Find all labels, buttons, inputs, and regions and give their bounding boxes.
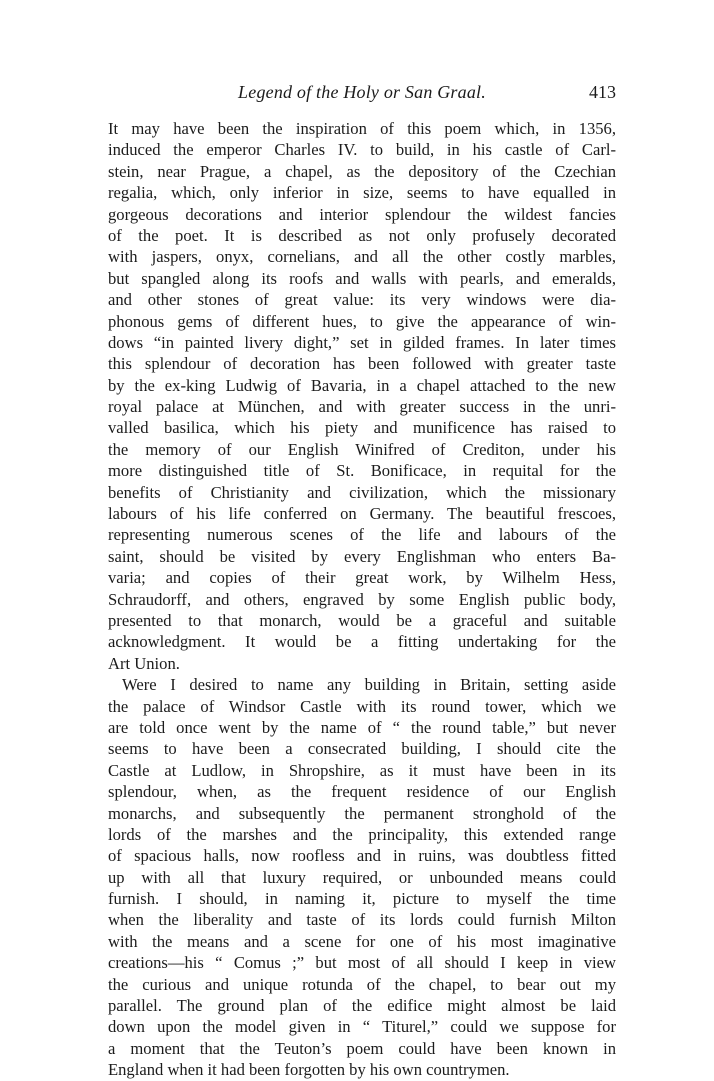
- text-line: phonous gems of different hues, to give the appearance of win-: [108, 311, 616, 331]
- text-line: regalia, which, only inferior in size, seems to have equalled in: [108, 183, 616, 203]
- text-line: more distinguished title of St. Bonificace, in requital for the: [108, 461, 616, 481]
- text-line: by the ex-king Ludwig of Bavaria, in a chapel attached to the new: [108, 375, 616, 395]
- text-line: valled basilica, which his piety and munificence has raised to: [108, 418, 616, 438]
- text-line: with jaspers, onyx, cornelians, and all the other costly marbles,: [108, 247, 616, 267]
- running-head: [108, 80, 616, 104]
- text-line: down upon the model given in “ Titurel,” could we suppose for: [108, 1017, 616, 1037]
- text-line: of the poet. It is described as not only profusely decorated: [108, 225, 616, 245]
- text-line: labours of his life conferred on Germany. The beautiful frescoes,: [108, 504, 616, 524]
- text-line: up with all that luxury required, or unbounded means could: [108, 867, 616, 887]
- text-line: with the means and a scene for one of his most imaginative: [108, 931, 616, 951]
- text-line: acknowledgment. It would be a fitting undertaking for the: [108, 632, 616, 652]
- text-line: It may have been the inspiration of this poem which, in 1356,: [108, 119, 616, 138]
- text-line: splendour, when, as the frequent residence of our English: [108, 782, 616, 802]
- text-line: this splendour of decoration has been followed with greater taste: [108, 354, 616, 374]
- paragraph: [108, 118, 616, 674]
- text-line: creations—his “ Comus ;” but most of all should I keep in view: [108, 953, 616, 973]
- text-line: benefits of Christianity and civilization, which the missionary: [108, 482, 616, 502]
- text-line: parallel. The ground plan of the edifice might almost be laid: [108, 996, 616, 1016]
- text-line: gorgeous decorations and interior splendour the wildest fancies: [108, 204, 616, 224]
- text-line: when the liberality and taste of its lords could furnish Milton: [108, 910, 616, 930]
- text-line: furnish. I should, in naming it, picture to myself the time: [108, 889, 616, 909]
- text-line: seems to have been a consecrated building, I should cite the: [108, 739, 616, 759]
- page-number: 413: [589, 82, 616, 102]
- text-line: the memory of our English Winifred of Crediton, under his: [108, 439, 616, 459]
- text-line: stein, near Prague, a chapel, as the depository of the Czechian: [108, 161, 616, 181]
- body-text: [108, 118, 616, 1081]
- text-line: of spacious halls, now roofless and in ruins, was doubtless fitted: [108, 846, 616, 866]
- text-line: induced the emperor Charles IV. to build, in his castle of Carl-: [108, 140, 616, 160]
- text-line: the palace of Windsor Castle with its round tower, which we: [108, 696, 616, 716]
- text-line: England when it had been forgotten by his own countrymen.: [108, 1060, 510, 1080]
- text-line: saint, should be visited by every Englishman who enters Ba-: [108, 546, 616, 566]
- text-line: and other stones of great value: its very windows were dia-: [108, 290, 616, 310]
- text-line: Art Union.: [108, 653, 180, 673]
- text-line: the curious and unique rotunda of the chapel, to bear out my: [108, 974, 616, 994]
- text-line: representing numerous scenes of the life and labours of the: [108, 525, 616, 545]
- text-line: Schraudorff, and others, engraved by some English public body,: [108, 589, 616, 609]
- paragraph: [108, 674, 616, 1080]
- text-line: Castle at Ludlow, in Shropshire, as it must have been in its: [108, 760, 616, 780]
- text-line: are told once went by the name of “ the round table,” but never: [108, 717, 616, 737]
- text-line: presented to that monarch, would be a graceful and suitable: [108, 610, 616, 630]
- text-line: lords of the marshes and the principality, this extended range: [108, 824, 616, 844]
- text-line: dows “in painted livery dight,” set in gilded frames. In later times: [108, 332, 616, 352]
- text-line: Were I desired to name any building in Britain, setting aside: [122, 675, 616, 695]
- running-title: Legend of the Holy or San Graal.: [238, 82, 486, 102]
- text-line: but spangled along its roofs and walls with pearls, and emeralds,: [108, 268, 616, 288]
- text-line: royal palace at München, and with greater success in the unri-: [108, 397, 616, 417]
- text-line: monarchs, and subsequently the permanent stronghold of the: [108, 803, 616, 823]
- text-line: varia; and copies of their great work, by Wilhelm Hess,: [108, 568, 616, 588]
- text-line: a moment that the Teuton’s poem could have been known in: [108, 1038, 616, 1058]
